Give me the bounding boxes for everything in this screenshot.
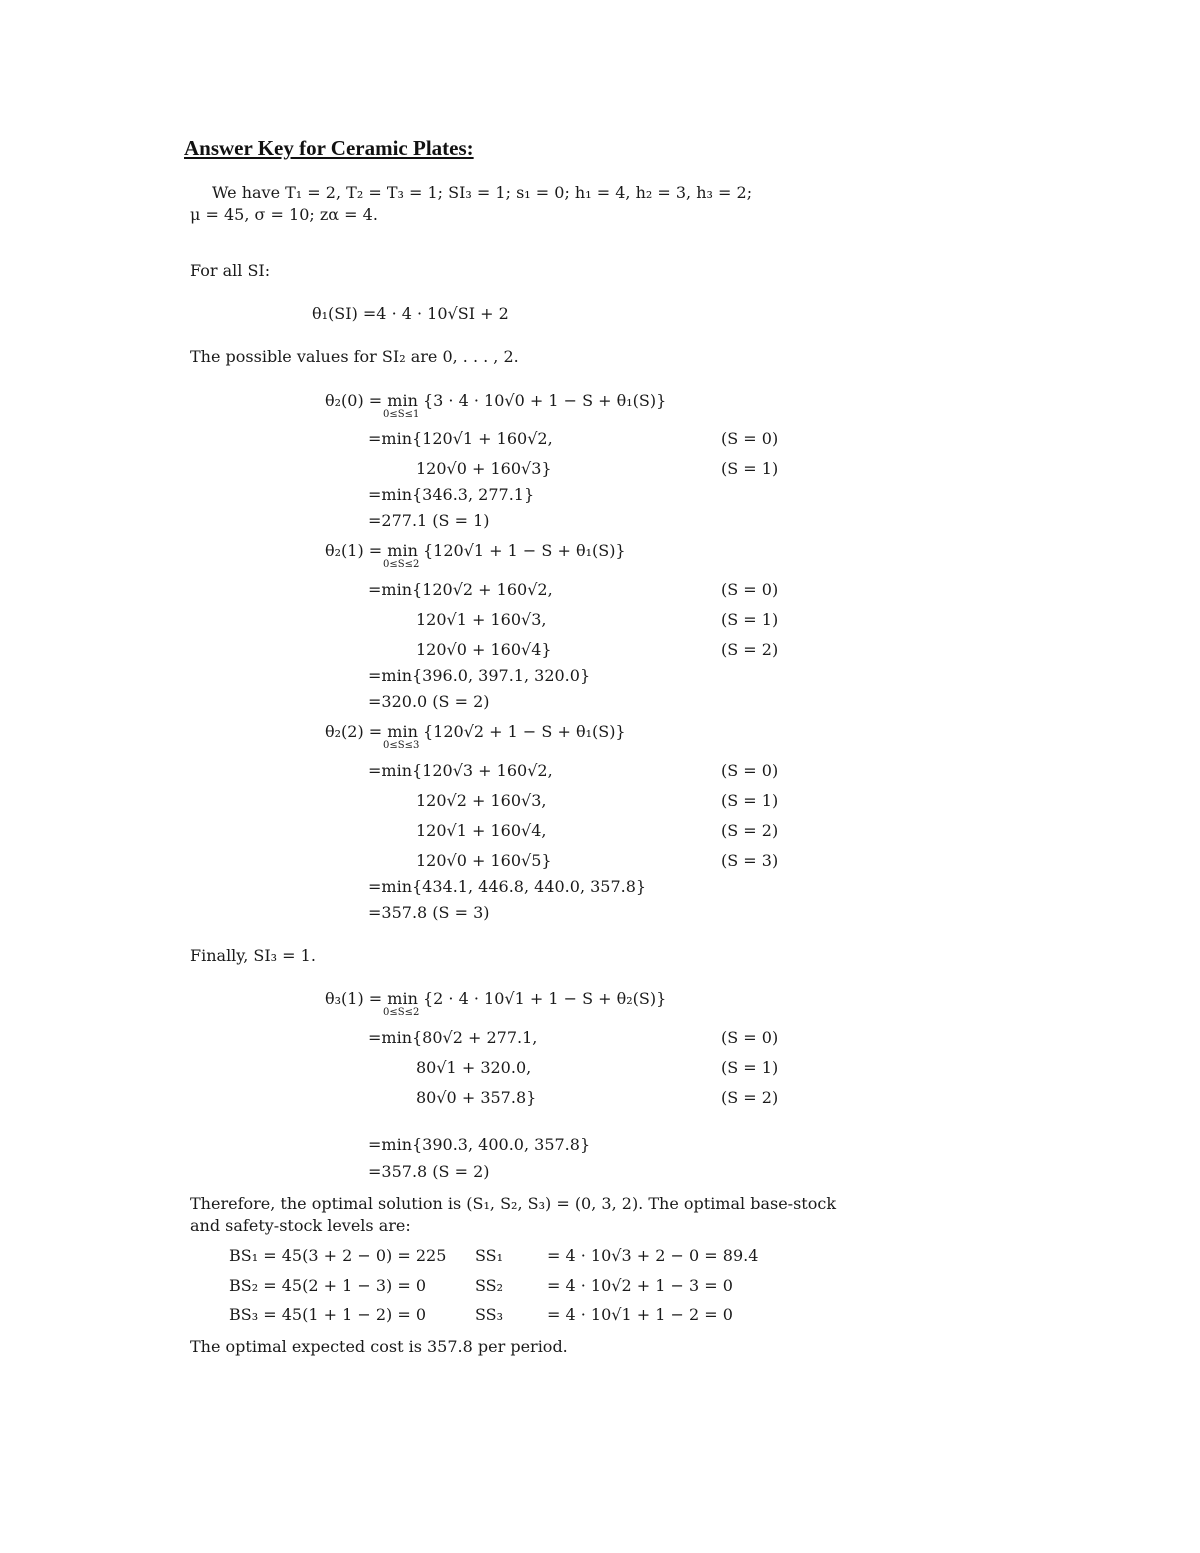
page-title: Answer Key for Ceramic Plates: xyxy=(184,136,474,160)
stage3-intro: Finally, SI₃ = 1. xyxy=(190,946,316,965)
theta2-2-tag-1: (S = 1) xyxy=(721,791,779,810)
theta2-2-row-0: =min{120√3 + 160√2, xyxy=(368,761,553,780)
theta3-range: 0≤S≤2 xyxy=(383,1007,420,1018)
theta2-1-tag-1: (S = 1) xyxy=(721,610,779,629)
stage1-intro: For all SI: xyxy=(190,261,271,280)
theta2-2-tag-0: (S = 0) xyxy=(721,761,779,780)
theta2-2-head: θ₂(2) = min {120√2 + 1 − S + θ₁(S)} xyxy=(325,722,626,741)
theta2-1-result: =320.0 (S = 2) xyxy=(368,692,490,711)
theta3-tag-2: (S = 2) xyxy=(721,1088,779,1107)
theta2-0-tag-1: (S = 1) xyxy=(721,459,779,478)
theta2-1-row-1: 120√1 + 160√3, xyxy=(416,610,547,629)
ss-value-1: = 4 · 10√3 + 2 − 0 = 89.4 xyxy=(547,1246,759,1265)
ss-value-3: = 4 · 10√1 + 1 − 2 = 0 xyxy=(547,1305,733,1324)
theta2-0-head: θ₂(0) = min {3 · 4 · 10√0 + 1 − S + θ₁(S)} xyxy=(325,391,667,410)
theta2-0-tag-0: (S = 0) xyxy=(721,429,779,448)
bs-1: BS₁ = 45(3 + 2 − 0) = 225 xyxy=(229,1246,447,1265)
theta2-1-row-0: =min{120√2 + 160√2, xyxy=(368,580,553,599)
theta2-1-tag-2: (S = 2) xyxy=(721,640,779,659)
conclusion-line-2: and safety-stock levels are: xyxy=(190,1216,411,1235)
theta3-row-2: 80√0 + 357.8} xyxy=(416,1088,537,1107)
theta2-1-row-2: 120√0 + 160√4} xyxy=(416,640,552,659)
theta2-0-row-1: 120√0 + 160√3} xyxy=(416,459,552,478)
theta2-1-min: =min{396.0, 397.1, 320.0} xyxy=(368,666,591,685)
theta3-result: =357.8 (S = 2) xyxy=(368,1162,490,1181)
theta3-tag-0: (S = 0) xyxy=(721,1028,779,1047)
theta2-2-tag-2: (S = 2) xyxy=(721,821,779,840)
ss-label-3: SS₃ xyxy=(475,1305,504,1324)
ss-label-1: SS₁ xyxy=(475,1246,504,1265)
theta2-0-row-0: =min{120√1 + 160√2, xyxy=(368,429,553,448)
theta2-1-tag-0: (S = 0) xyxy=(721,580,779,599)
bs-2: BS₂ = 45(2 + 1 − 3) = 0 xyxy=(229,1276,427,1295)
ss-value-2: = 4 · 10√2 + 1 − 3 = 0 xyxy=(547,1276,733,1295)
theta2-2-row-3: 120√0 + 160√5} xyxy=(416,851,552,870)
bs-3: BS₃ = 45(1 + 1 − 2) = 0 xyxy=(229,1305,427,1324)
theta2-1-range: 0≤S≤2 xyxy=(383,559,420,570)
conclusion-line-1: Therefore, the optimal solution is (S₁, S₂, S₃) = (0, 3, 2). The optimal base-stock xyxy=(190,1194,837,1213)
theta3-min: =min{390.3, 400.0, 357.8} xyxy=(368,1135,591,1154)
theta2-1-head: θ₂(1) = min {120√1 + 1 − S + θ₁(S)} xyxy=(325,541,626,560)
theta2-0-min: =min{346.3, 277.1} xyxy=(368,485,535,504)
theta2-2-result: =357.8 (S = 3) xyxy=(368,903,490,922)
givens-line-1: We have T₁ = 2, T₂ = T₃ = 1; SI₃ = 1; s₁ = 0; h₁ = 4, h₂ = 3, h₃ = 2; xyxy=(212,183,753,202)
stage2-intro: The possible values for SI₂ are 0, . . . , 2. xyxy=(190,347,519,366)
theta2-0-range: 0≤S≤1 xyxy=(383,409,420,420)
theta3-row-0: =min{80√2 + 277.1, xyxy=(368,1028,538,1047)
stage1-formula: θ₁(SI) =4 · 4 · 10√SI + 2 xyxy=(312,304,509,323)
theta3-head: θ₃(1) = min {2 · 4 · 10√1 + 1 − S + θ₂(S)} xyxy=(325,989,667,1008)
theta3-row-1: 80√1 + 320.0, xyxy=(416,1058,532,1077)
theta2-2-min: =min{434.1, 446.8, 440.0, 357.8} xyxy=(368,877,647,896)
final-cost: The optimal expected cost is 357.8 per period. xyxy=(190,1337,568,1356)
ss-label-2: SS₂ xyxy=(475,1276,504,1295)
theta2-2-range: 0≤S≤3 xyxy=(383,740,420,751)
givens-line-2: μ = 45, σ = 10; zα = 4. xyxy=(190,205,378,224)
theta2-2-tag-3: (S = 3) xyxy=(721,851,779,870)
theta2-0-result: =277.1 (S = 1) xyxy=(368,511,490,530)
theta3-tag-1: (S = 1) xyxy=(721,1058,779,1077)
theta2-2-row-2: 120√1 + 160√4, xyxy=(416,821,547,840)
theta2-2-row-1: 120√2 + 160√3, xyxy=(416,791,547,810)
